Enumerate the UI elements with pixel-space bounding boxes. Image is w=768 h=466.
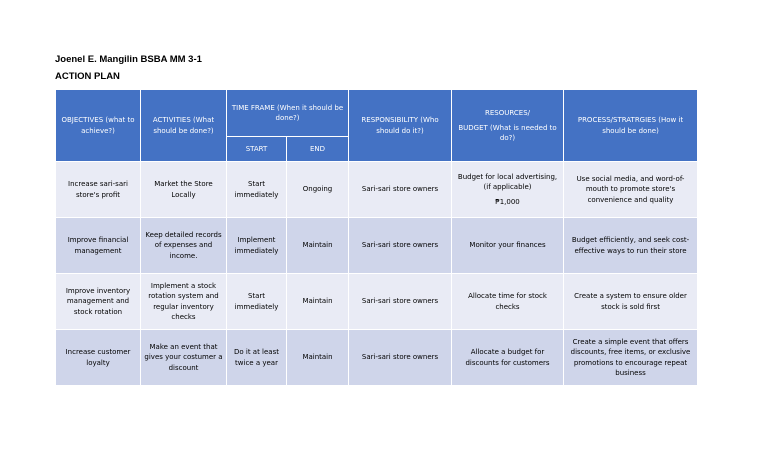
cell-start: Implement immediately bbox=[227, 218, 287, 274]
cell-activity: Make an event that gives your costumer a discount bbox=[141, 330, 227, 386]
cell-responsibility: Sari-sari store owners bbox=[349, 162, 452, 218]
table-row bbox=[56, 330, 698, 386]
cell-process: Budget efficiently, and seek cost-effective ways to run their store bbox=[564, 218, 698, 274]
cell-process: Create a system to ensure older stock is sold first bbox=[564, 274, 698, 330]
cell-resources: Monitor your finances bbox=[452, 218, 564, 274]
cell-resources-amount: ₱1,000 bbox=[495, 198, 520, 207]
cell-activity: Keep detailed records of expenses and income. bbox=[141, 218, 227, 274]
header-time-frame: TIME FRAME (When it should be done?) bbox=[227, 90, 349, 137]
cell-start: Start immediately bbox=[227, 274, 287, 330]
cell-objective: Increase customer loyalty bbox=[56, 330, 141, 386]
cell-responsibility: Sari-sari store owners bbox=[349, 218, 452, 274]
cell-resources: Allocate a budget for discounts for customers bbox=[452, 330, 564, 386]
cell-start: Do it at least twice a year bbox=[227, 330, 287, 386]
header-objectives: OBJECTIVES (what to achieve?) bbox=[56, 90, 141, 162]
cell-resources bbox=[452, 162, 564, 218]
cell-process: Use social media, and word-of-mouth to promote store's convenience and quality bbox=[564, 162, 698, 218]
cell-responsibility: Sari-sari store owners bbox=[349, 274, 452, 330]
cell-resources-text: Budget for local advertising, (if applicable) bbox=[457, 172, 558, 191]
cell-end: Maintain bbox=[287, 330, 349, 386]
cell-end: Maintain bbox=[287, 274, 349, 330]
cell-objective: Improve financial management bbox=[56, 218, 141, 274]
cell-activity: Market the Store Locally bbox=[141, 162, 227, 218]
header-resources-line1: RESOURCES/ bbox=[485, 108, 531, 117]
table-row bbox=[56, 274, 698, 330]
cell-end: Maintain bbox=[287, 218, 349, 274]
cell-process: Create a simple event that offers discounts, free items, or exclusive promotions to encourage repeat business bbox=[564, 330, 698, 386]
cell-start: Start immediately bbox=[227, 162, 287, 218]
cell-activity: Implement a stock rotation system and regular inventory checks bbox=[141, 274, 227, 330]
cell-responsibility: Sari-sari store owners bbox=[349, 330, 452, 386]
header-end: END bbox=[287, 137, 349, 162]
cell-objective: Increase sari-sari store's profit bbox=[56, 162, 141, 218]
table-row bbox=[56, 218, 698, 274]
header-responsibility: RESPONSIBILITY (Who should do it?) bbox=[349, 90, 452, 162]
cell-end: Ongoing bbox=[287, 162, 349, 218]
document-title: ACTION PLAN bbox=[55, 71, 120, 82]
action-plan-table bbox=[55, 89, 698, 386]
cell-resources: Allocate time for stock checks bbox=[452, 274, 564, 330]
header-start: START bbox=[227, 137, 287, 162]
table-row bbox=[56, 162, 698, 218]
header-activities: ACTIVITIES (What should be done?) bbox=[141, 90, 227, 162]
header-process: PROCESS/STRATRGIES (How it should be done) bbox=[564, 90, 698, 162]
header-resources-line2: BUDGET (What is needed to do?) bbox=[458, 123, 557, 143]
author-line: Joenel E. Mangilin BSBA MM 3-1 bbox=[55, 54, 202, 65]
cell-objective: Improve inventory management and stock rotation bbox=[56, 274, 141, 330]
header-resources-budget bbox=[452, 90, 564, 162]
